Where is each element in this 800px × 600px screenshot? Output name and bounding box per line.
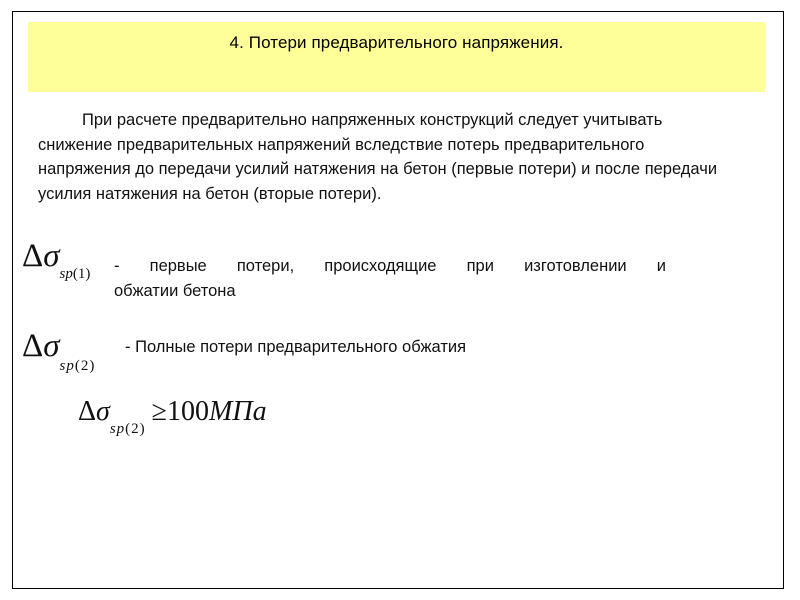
delta-symbol: Δ (22, 328, 44, 364)
condition-unit: МПа (209, 396, 267, 427)
condition-value: 100 (167, 396, 210, 427)
subscript-index: (2) (74, 357, 96, 374)
total-losses-description: - Полные потери предварительного обжатия (125, 338, 467, 356)
subscript-text: sp (59, 357, 75, 374)
subscript-text: sp (109, 420, 126, 437)
slide-title: 4. Потери предварительного напряжения. (229, 33, 564, 52)
title-banner (28, 22, 765, 92)
sigma-symbol: σ (43, 238, 60, 274)
formula-first-losses (22, 238, 91, 282)
sigma-symbol: σ (43, 328, 60, 364)
sigma-symbol: σ (96, 396, 110, 427)
first-losses-description-line2: обжатии бетона (114, 281, 236, 300)
formula-condition (78, 396, 267, 437)
formula-subscript (110, 421, 146, 437)
first-losses-description-line1: - первые потери, происходящие при изготовлении и (114, 257, 666, 275)
formula-subscript (60, 358, 96, 374)
subscript-index: (1) (72, 265, 91, 282)
intro-paragraph: При расчете предварительно напряженных конструкций следует учитывать снижение предварительных напряжений вследствие потерь предварительного напряжения до передачи усилий натяжения на бетон (первые потери) и после передачи усилия натяжения на бетон (вторые потери). (38, 111, 718, 203)
formula-total-losses (22, 328, 96, 374)
delta-symbol: Δ (78, 396, 97, 427)
subscript-text: sp (59, 265, 73, 282)
first-losses-description (114, 254, 666, 303)
condition-rhs (152, 396, 267, 427)
delta-symbol: Δ (22, 238, 44, 274)
condition-operator: ≥ (151, 396, 168, 427)
formula-subscript (60, 266, 91, 282)
subscript-index: (2) (125, 420, 146, 437)
